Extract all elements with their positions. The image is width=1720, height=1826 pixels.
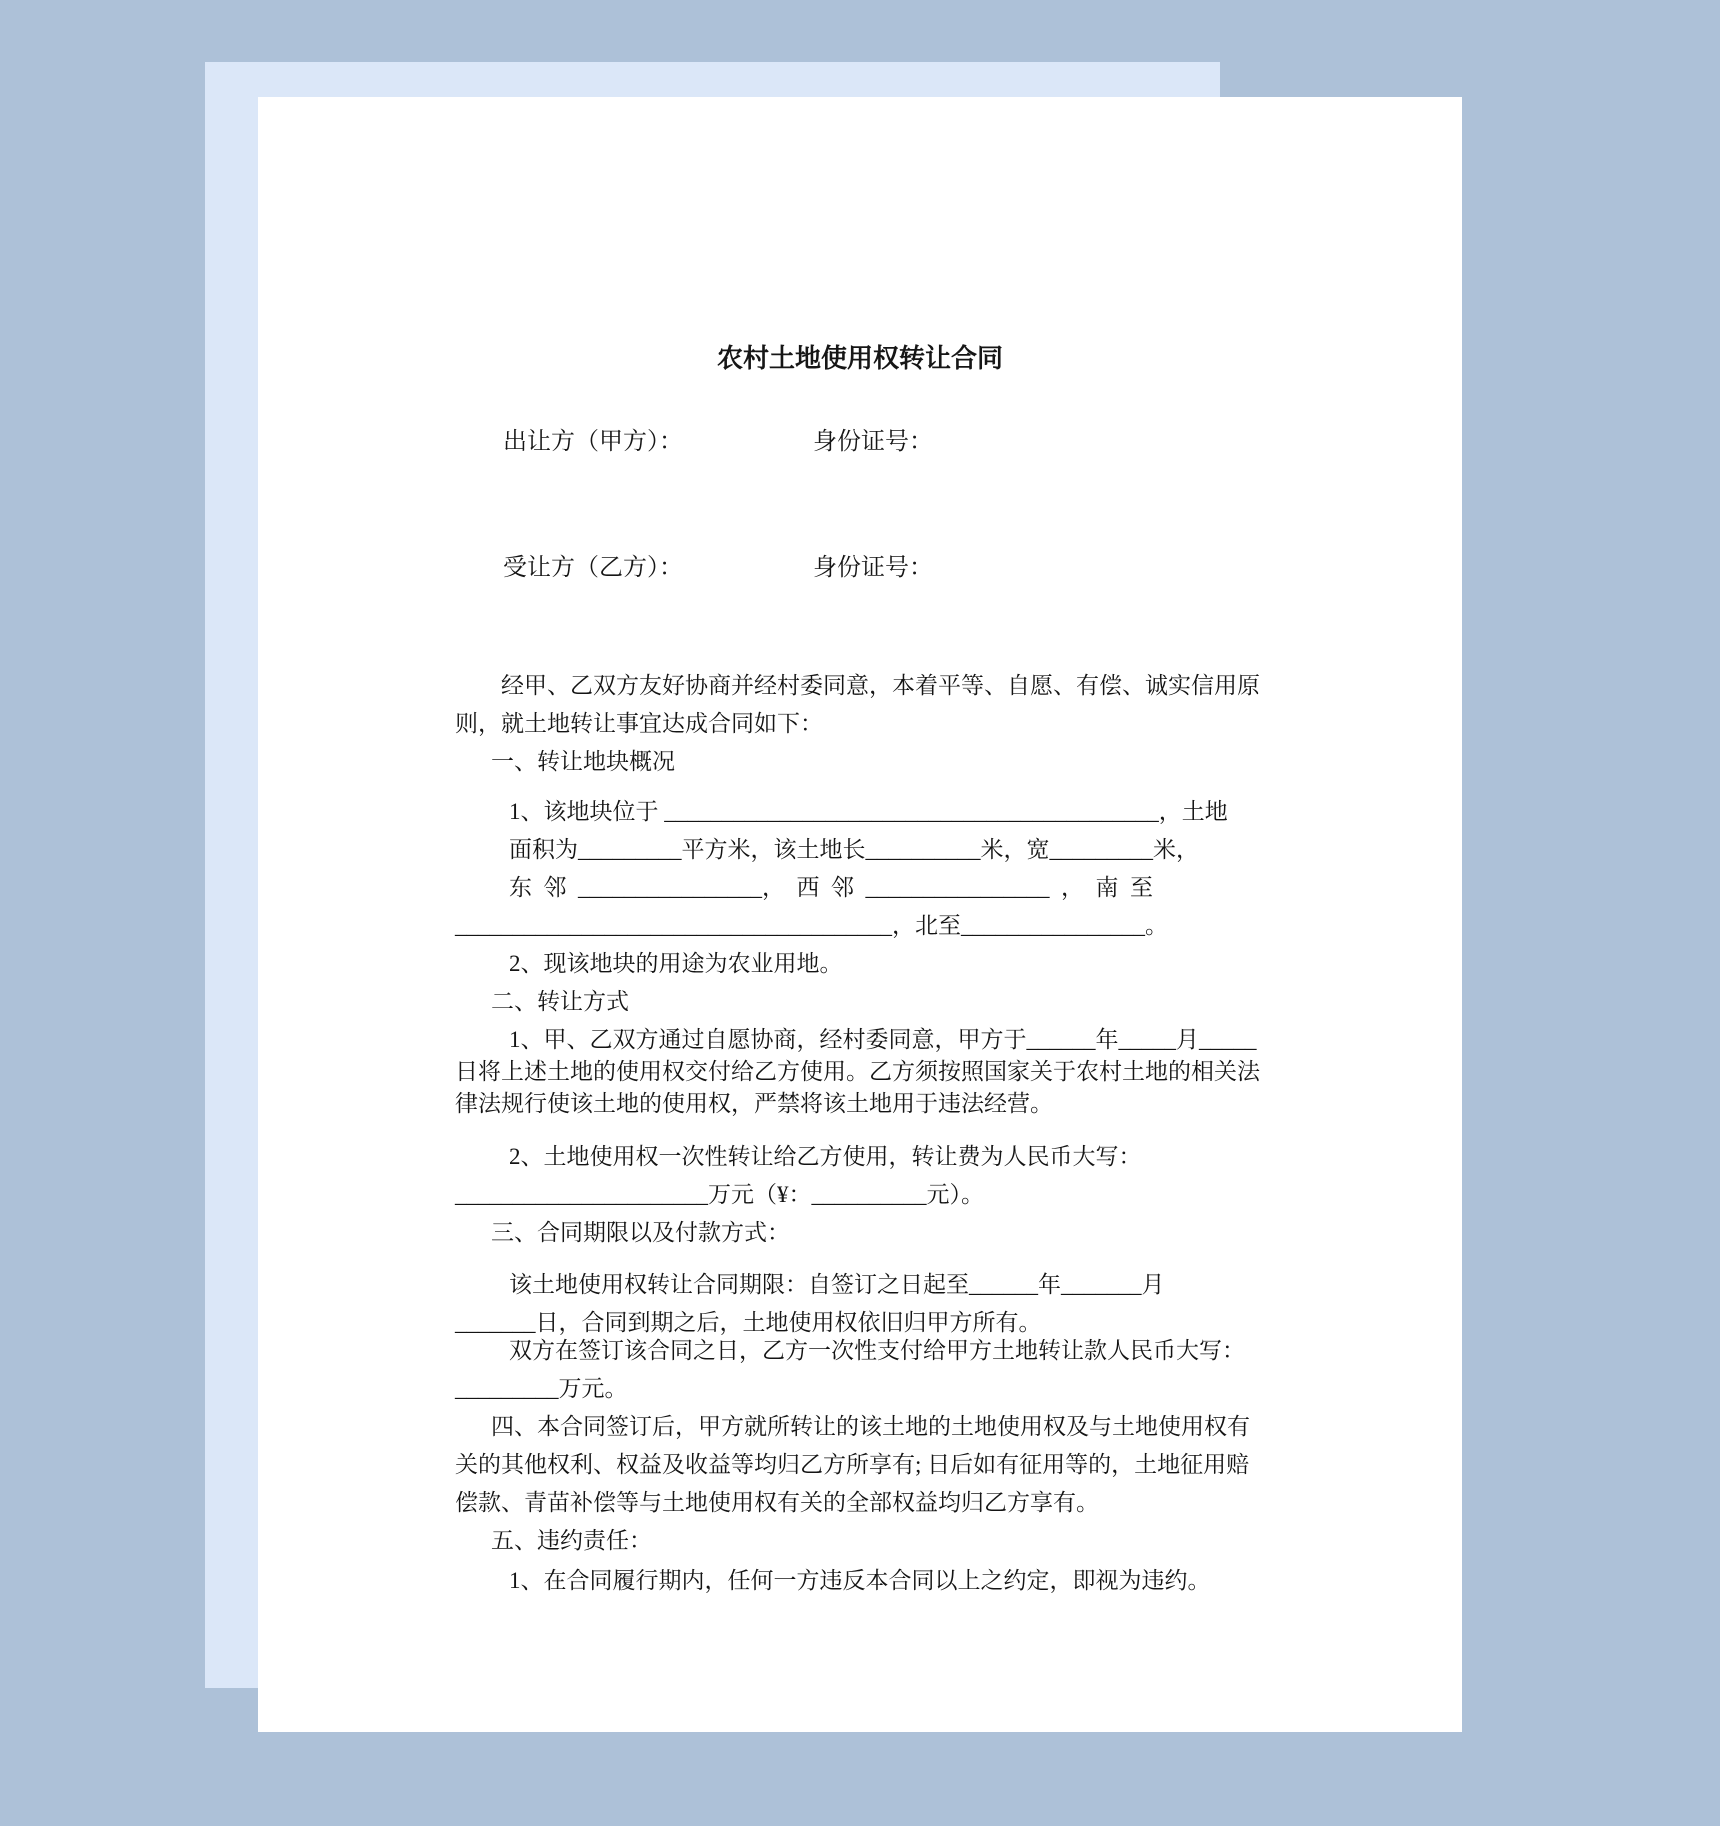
body-line: 三、合同期限以及付款方式：: [491, 1220, 790, 1245]
body-line: 2、土地使用权一次性转让给乙方使用，转让费为人民币大写：: [509, 1144, 1142, 1169]
body-line: 日将上述土地的使用权交付给乙方使用。乙方须按照国家关于农村土地的相关法: [455, 1059, 1260, 1084]
body-line: ______________________________________，北至________________。: [455, 913, 1168, 938]
body-line: 1、该地块位于 ___________________________________________，土地: [509, 799, 1228, 824]
party-a-label: 出让方（甲方）：: [503, 429, 683, 455]
contract-body: [455, 667, 1265, 1600]
body-line: 1、甲、乙双方通过自愿协商，经村委同意，甲方于______年_____月_____: [509, 1027, 1257, 1052]
body-line: ______________________万元（¥：__________元）。: [455, 1182, 984, 1207]
body-line: _______日，合同到期之后，土地使用权依旧归甲方所有。: [455, 1310, 1042, 1335]
body-line: 东 邻 ________________， 西 邻 ________________ ， 南 至: [509, 875, 1153, 900]
body-line: 四、本合同签订后，甲方就所转让的该土地的土地使用权及与土地使用权有: [491, 1414, 1250, 1439]
body-line: 经甲、乙双方友好协商并经村委同意，本着平等、自愿、有偿、诚实信用原: [501, 673, 1260, 698]
contract-title: 农村土地使用权转让合同: [716, 344, 1003, 373]
body-line: 二、转让方式: [491, 989, 629, 1014]
party-a-id-label: 身份证号：: [813, 429, 933, 455]
body-line: _________万元。: [455, 1376, 628, 1401]
body-line: 关的其他权利、权益及收益等均归乙方所享有; 日后如有征用等的，土地征用赔: [455, 1452, 1250, 1477]
party-a-row: [455, 379, 1265, 505]
party-b-id-label: 身份证号：: [813, 555, 933, 581]
body-line: 律法规行使该土地的使用权，严禁将该土地用于违法经营。: [455, 1091, 1053, 1116]
party-b-label: 受让方（乙方）：: [503, 555, 683, 581]
body-line: 1、在合同履行期内，任何一方违反本合同以上之约定，即视为违约。: [509, 1568, 1211, 1593]
body-line: 双方在签订该合同之日，乙方一次性支付给甲方土地转让款人民币大写：: [509, 1338, 1245, 1363]
body-line: 偿款、青苗补偿等与土地使用权有关的全部权益均归乙方享有。: [455, 1490, 1099, 1515]
body-line: 面积为_________平方米，该土地长__________米，宽_________米，: [509, 837, 1199, 862]
contract-page: [258, 97, 1462, 1732]
body-line: 五、违约责任：: [491, 1528, 652, 1553]
body-line: 一、转让地块概况: [491, 749, 675, 774]
party-b-row: [455, 505, 1265, 631]
body-line: 则，就土地转让事宜达成合同如下：: [455, 711, 823, 736]
body-line: 该土地使用权转让合同期限：自签订之日起至______年_______月: [509, 1272, 1165, 1297]
body-line: 2、现该地块的用途为农业用地。: [509, 951, 843, 976]
contract-content: [455, 339, 1265, 1600]
